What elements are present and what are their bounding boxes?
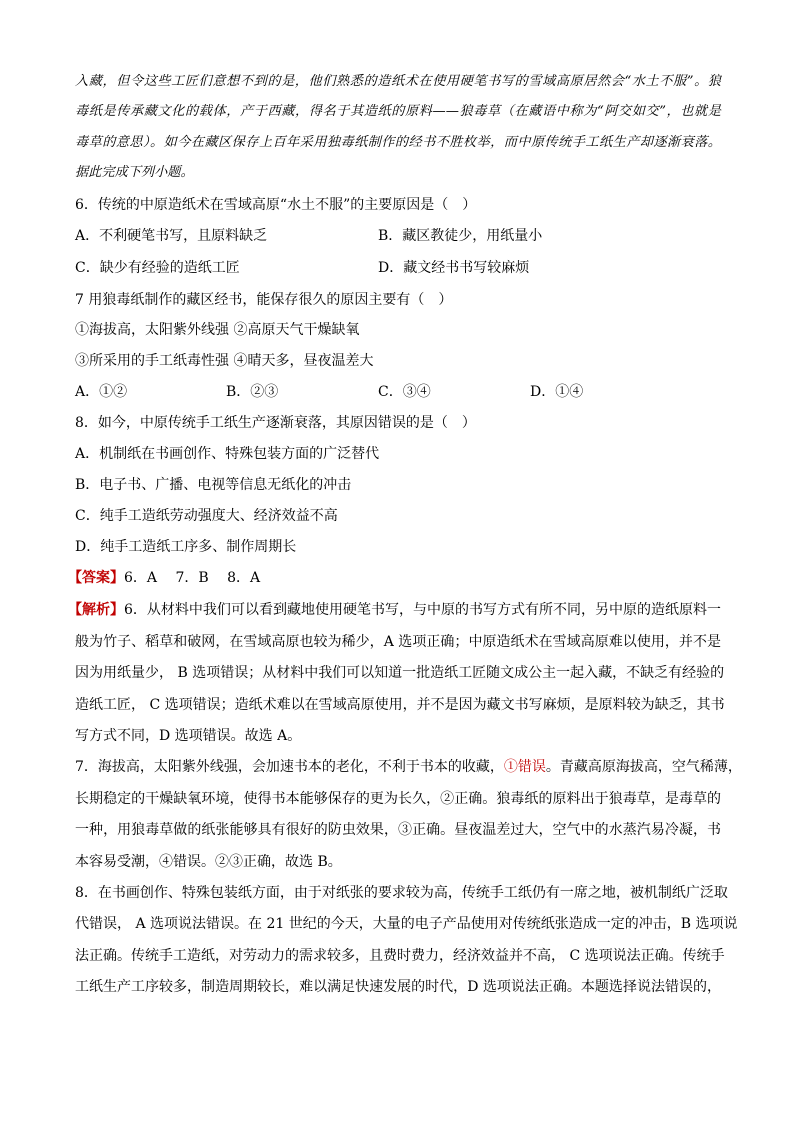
question-8-stem: 8．如今，中原传统手工纸生产逐渐衰落，其原因错误的是（ ） (75, 415, 476, 431)
analysis-7-line-3: 一种，用狼毒草做的纸张能够具有很好的防虫效果，③正确。昼夜温差过大，空气中的水蒸汽易冷凝，书 (75, 822, 721, 838)
analysis-7-line-1 (75, 757, 742, 777)
analysis-label: 【解析】 (68, 602, 125, 618)
question-7-option-b: B．②③ (226, 384, 279, 400)
analysis-7-line-2: 长期稳定的干燥缺氧环境，使得书本能够保存的更为长久，②正确。狼毒纸的原料出于狼毒草，是毒草的 (75, 791, 721, 807)
question-8-option-c: C．纯手工造纸劳动强度大、经济效益不高 (75, 508, 338, 524)
analysis-6-line-2: 般为竹子、稻草和破网，在雪域高原也较为稀少，A 选项正确；中原造纸术在雪域高原难以使用，并不是 (75, 634, 721, 650)
question-7-option-a: A．①② (75, 384, 128, 400)
analysis-6-line-3: 因为用纸量少， B 选项错误；从材料中我们可以知道一批造纸工匠随文成公主一起入藏，不缺乏有经验的 (75, 665, 725, 681)
analysis-6-line-4: 造纸工匠， C 选项错误；造纸术难以在雪域高原使用，并不是因为藏文书写麻烦，是原料较为缺乏，其书 (75, 697, 725, 713)
question-6-option-a: A．不利硬笔书写，且原料缺乏 (75, 228, 268, 244)
passage-line-2: 毒纸是传承藏文化的载体，产于西藏，得名于其造纸的原料——狼毒草（在藏语中称为“阿交如交”，也就是 (75, 104, 721, 119)
answer-label: 【答案】 (68, 570, 124, 586)
analysis-7-error-mark: ①错误 (503, 759, 546, 775)
question-8-option-d: D．纯手工造纸工序多、制作周期长 (75, 539, 297, 555)
question-6-option-b: B．藏区教徒少，用纸量小 (378, 228, 543, 244)
question-8-option-a: A．机制纸在书画创作、特殊包装方面的广泛替代 (75, 446, 380, 462)
analysis-8-line-2: 代错误， A 选项说法错误。在 21 世纪的今天，大量的电子产品使用对传统纸张造成一定的冲击，B 选项说 (75, 916, 738, 932)
passage-line-4: 据此完成下列小题。 (75, 165, 194, 180)
question-7-option-c: C．③④ (378, 384, 431, 400)
analysis-7-line-4: 本容易受潮，④错误。②③正确，故选 B。 (75, 854, 342, 870)
analysis-8-line-3: 法正确。传统手工造纸，对劳动力的需求较多，且费时费力，经济效益并不高， C 选项说法正确。传统手 (75, 948, 725, 964)
question-6-stem: 6．传统的中原造纸术在雪域高原“水土不服”的主要原因是（ ） (75, 197, 477, 213)
analysis-8-line-4: 工纸生产工序较多，制造周期较长，难以满足快速发展的时代，D 选项说法正确。本题选择说法错误的， (75, 979, 721, 995)
question-7-option-d: D．①④ (530, 384, 584, 400)
answer-line (68, 568, 260, 588)
analysis-6-line-5: 写方式不同，D 选项错误。故选 A。 (75, 728, 302, 744)
question-8-option-b: B．电子书、广播、电视等信息无纸化的冲击 (75, 477, 352, 493)
answer-text: 6．A 7．B 8．A (124, 570, 261, 586)
question-7-statements-1: ①海拔高，太阳紫外线强 ②高原天气干燥缺氧 (75, 322, 360, 338)
passage-line-1: 入藏，但令这些工匠们意想不到的是，他们熟悉的造纸术在使用硬笔书写的雪域高原居然会“水土不服”。狼 (75, 74, 721, 89)
question-7-statements-2: ③所采用的手工纸毒性强 ④晴天多，昼夜温差大 (75, 353, 374, 369)
question-6-option-c: C．缺少有经验的造纸工匠 (75, 260, 240, 276)
analysis-8-line-1: 8．在书画创作、特殊包装纸方面，由于对纸张的要求较为高，传统手工纸仍有一席之地，被机制纸广泛取 (75, 885, 728, 901)
analysis-7-line-1c: 。青藏高原海拔高，空气稀薄， (545, 759, 742, 775)
question-6-option-d: D．藏文经书书写较麻烦 (378, 260, 530, 276)
question-7-stem: 7 用狼毒纸制作的藏区经书，能保存很久的原因主要有（ ） (75, 292, 453, 308)
analysis-7-line-1a: 7．海拔高，太阳紫外线强，会加速书本的老化，不利于书本的收藏， (75, 759, 504, 775)
passage-line-3: 毒草的意思）。如今在藏区保存上百年采用独毒纸制作的经书不胜枚举，而中原传统手工纸生产却逐渐衰落。 (75, 135, 721, 150)
analysis-6-line-1-text: 6．从材料中我们可以看到藏地使用硬笔书写，与中原的书写方式有所不同，另中原的造纸原料一 (124, 602, 722, 618)
analysis-6-line-1 (68, 600, 721, 620)
